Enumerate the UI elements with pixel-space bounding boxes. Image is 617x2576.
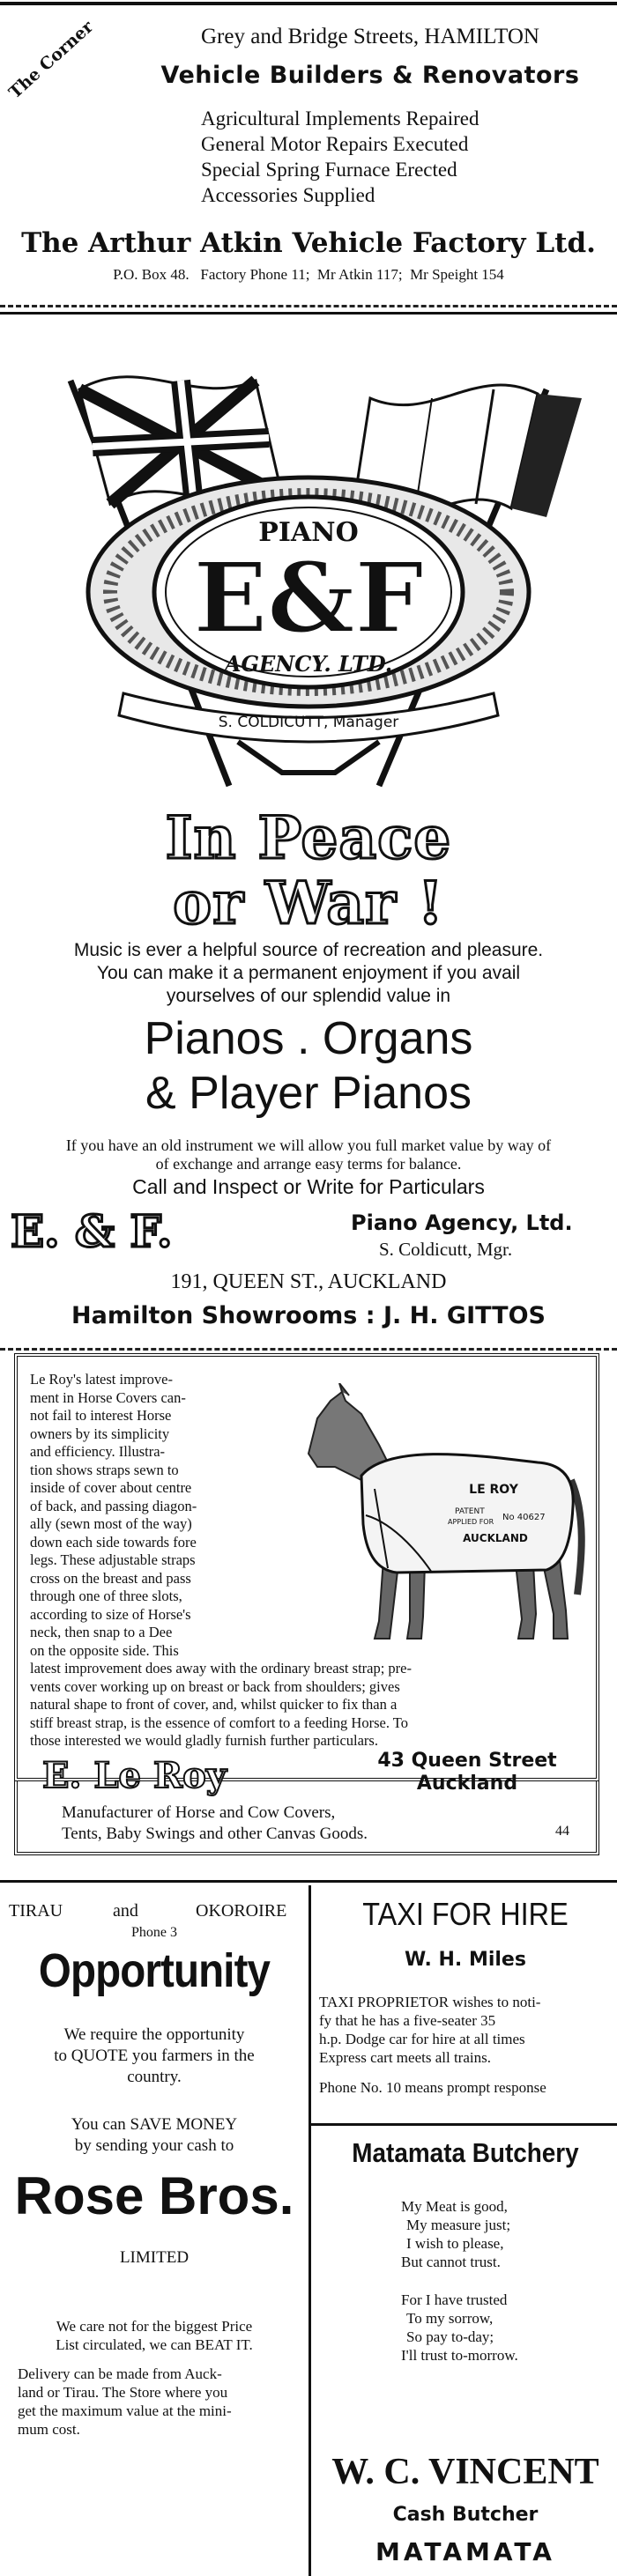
rose-opportunity: Opportunity	[38, 1944, 271, 1997]
service-item: Agricultural Implements Repaired	[201, 107, 479, 130]
ef-agency: Piano Agency, Ltd.	[351, 1210, 573, 1235]
horse-illustration	[291, 1383, 591, 1652]
text-line: My Meat is good,	[401, 2198, 508, 2215]
text-line: inside of cover about centre	[30, 1479, 192, 1496]
text-line: natural shape to front of cover, and, whilst quicker to fix than a	[30, 1696, 398, 1713]
atkin-services	[201, 106, 479, 208]
taxi-title: TAXI FOR HIRE	[362, 1896, 569, 1932]
section-divider	[310, 2123, 617, 2126]
taxi-name: W. H. Miles	[405, 1949, 526, 1971]
text-line: ment in Horse Covers can-	[30, 1388, 186, 1406]
offer-line: If you have an old instrument we will allow you full market value by way of	[65, 1136, 552, 1154]
butchery-verse-2	[401, 2291, 518, 2365]
rose-beat	[0, 2317, 308, 2354]
service-item: General Motor Repairs Executed	[201, 133, 469, 155]
text-line: To my sorrow,	[406, 2310, 494, 2327]
piano-products-2: & Player Pianos	[145, 1068, 472, 1119]
leroy-ad-frame-bottom	[14, 1781, 599, 1855]
text-line: My measure just;	[406, 2217, 511, 2233]
text-line: TAXI PROPRIETOR wishes to noti-	[319, 1994, 541, 2010]
section-divider	[0, 1880, 617, 1883]
text-line: mum cost.	[18, 2421, 80, 2438]
text-line: We require the opportunity	[63, 2025, 245, 2044]
top-border	[0, 2, 617, 5]
piano-logo	[18, 328, 599, 795]
rose-phone: Phone 3	[131, 1925, 177, 1940]
text-line: of back, and passing diagon-	[30, 1497, 197, 1514]
service-item: Accessories Supplied	[201, 184, 375, 206]
piano-intro	[0, 939, 617, 1008]
text-line: on the opposite side. This	[30, 1641, 179, 1659]
atkin-address: Grey and Bridge Streets, HAMILTON	[201, 25, 539, 48]
peace-headline-1: In Peace	[165, 803, 452, 872]
section-divider	[0, 1348, 617, 1351]
text-line: tion shows straps sewn to	[30, 1461, 179, 1478]
butchery-title: Matamata Butchery	[352, 2137, 579, 2168]
text-line: You can SAVE MONEY	[71, 2115, 238, 2134]
service-item: Special Spring Furnace Erected	[201, 159, 457, 181]
cover-name: LE ROY	[469, 1483, 518, 1497]
text-line: But cannot trust.	[401, 2254, 501, 2270]
text-line: I wish to please,	[406, 2235, 504, 2252]
leroy-addr-1: 43 Queen Street	[377, 1750, 557, 1772]
text-line: down each side towards fore	[30, 1533, 197, 1551]
butchery-role: Cash Butcher	[392, 2504, 539, 2526]
text-line: For I have trusted	[401, 2291, 508, 2308]
column-divider	[308, 1885, 311, 2576]
section-divider	[0, 305, 617, 307]
text-line: through one of three slots,	[30, 1588, 182, 1604]
text-line: I'll trust to-morrow.	[401, 2347, 518, 2364]
cover-applied: APPLIED FOR	[448, 1518, 494, 1526]
leroy-addr-2: Auckland	[416, 1773, 518, 1795]
logo-manager-text: S. COLDICUTT, Manager	[218, 714, 399, 731]
text-line: not fail to interest Horse	[30, 1407, 172, 1424]
text-line: vents cover working up on breast or back from shoulders; gives	[30, 1677, 400, 1695]
atkin-name: The Arthur Atkin Vehicle Factory Ltd.	[21, 227, 596, 259]
leroy-name: E. Le Roy	[42, 1755, 227, 1796]
rose-limited: LIMITED	[119, 2248, 190, 2267]
logo-agency-text: AGENCY. LTD.	[224, 651, 393, 677]
atkin-phones: P.O. Box 48. Factory Phone 11; Mr Atkin 117; Mr Speight 154	[113, 266, 504, 283]
text-line: latest improvement does away with the ordinary breast strap; pre-	[30, 1660, 412, 1677]
rose-and: and	[113, 1901, 138, 1921]
text-line: We care not for the biggest Price	[56, 2318, 253, 2335]
text-line: cross on the breast and pass	[30, 1569, 191, 1587]
butchery-name: W. C. VINCENT	[331, 2452, 599, 2492]
butchery-town: MATAMATA	[375, 2537, 555, 2566]
text-line: country.	[127, 2068, 182, 2086]
intro-line: You can make it a permanent enjoyment if you avail	[96, 963, 521, 983]
text-line: List circulated, we can BEAT IT.	[56, 2336, 253, 2353]
rose-tirau: TIRAU	[9, 1901, 63, 1921]
text-line: by sending your cash to	[74, 2136, 234, 2155]
taxi-body	[319, 1993, 613, 2067]
leroy-wide-text	[30, 1660, 594, 1751]
cover-number: No 40627	[502, 1513, 546, 1522]
section-divider	[0, 312, 617, 315]
leroy-ref: 44	[555, 1824, 569, 1839]
intro-line: yourselves of our splendid value in	[166, 986, 451, 1006]
text-line: Delivery can be made from Auck-	[18, 2365, 222, 2382]
peace-headline-2: or War !	[173, 869, 444, 937]
text-line: So pay to-day;	[406, 2328, 494, 2345]
taxi-phone: Phone No. 10 means prompt response	[319, 2079, 546, 2096]
text-line: get the maximum value at the mini-	[18, 2402, 232, 2419]
logo-mark: E&F	[193, 541, 424, 655]
logo-piano-text: PIANO	[258, 517, 359, 548]
text-line: Le Roy's latest improve-	[30, 1371, 173, 1388]
text-line: legs. These adjustable straps	[30, 1551, 196, 1568]
text-line: and efficiency. Illustra-	[30, 1443, 166, 1460]
text-line: those interested we would gladly furnish further particulars.	[30, 1732, 378, 1749]
text-line: land or Tirau. The Store where you	[18, 2384, 228, 2401]
ef-street: 191, QUEEN ST., AUCKLAND	[170, 1270, 447, 1293]
leroy-narrow-text	[30, 1371, 294, 1660]
ef-manager: S. Coldicutt, Mgr.	[379, 1239, 513, 1260]
text-line: h.p. Dodge car for hire at all times	[319, 2031, 525, 2047]
ef-name: E. & F.	[11, 1205, 173, 1257]
piano-products-1: Pianos . Organs	[144, 1013, 473, 1064]
text-line: fy that he has a five-seater 35	[319, 2012, 496, 2029]
piano-call: Call and Inspect or Write for Particulars	[132, 1175, 485, 1198]
text-line: Express cart meets all trains.	[319, 2049, 491, 2066]
corner-label: The Corner	[5, 17, 98, 103]
rose-okoroire: OKOROIRE	[196, 1901, 287, 1921]
atkin-tagline: Vehicle Builders & Renovators	[160, 62, 580, 89]
text-line: according to size of Horse's	[30, 1605, 191, 1623]
ef-showrooms: Hamilton Showrooms : J. H. GITTOS	[71, 1302, 546, 1329]
rose-save	[0, 2114, 308, 2157]
cover-city: AUCKLAND	[463, 1532, 528, 1544]
piano-offer	[0, 1136, 617, 1173]
intro-line: Music is ever a helpful source of recreation and pleasure.	[73, 940, 544, 960]
text-line: to QUOTE you farmers in the	[54, 2047, 255, 2065]
text-line: stiff breast strap, is the essence of comfort to a feeding Horse. To	[30, 1714, 408, 1731]
text-line: owners by its simplicity	[30, 1425, 170, 1442]
text-line: Manufacturer of Horse and Cow Covers,	[62, 1803, 336, 1822]
butchery-verse-1	[401, 2197, 510, 2271]
offer-line: of exchange and arrange easy terms for balance.	[155, 1155, 462, 1173]
cover-patent: PATENT	[455, 1507, 485, 1516]
rose-name: Rose Bros.	[14, 2166, 294, 2225]
text-line: ally (sewn most of the way)	[30, 1515, 192, 1532]
rose-delivery	[18, 2365, 300, 2439]
text-line: Tents, Baby Swings and other Canvas Goods.	[62, 1825, 368, 1843]
rose-quote	[0, 2025, 308, 2088]
text-line: neck, then snap to a Dee	[30, 1624, 173, 1640]
